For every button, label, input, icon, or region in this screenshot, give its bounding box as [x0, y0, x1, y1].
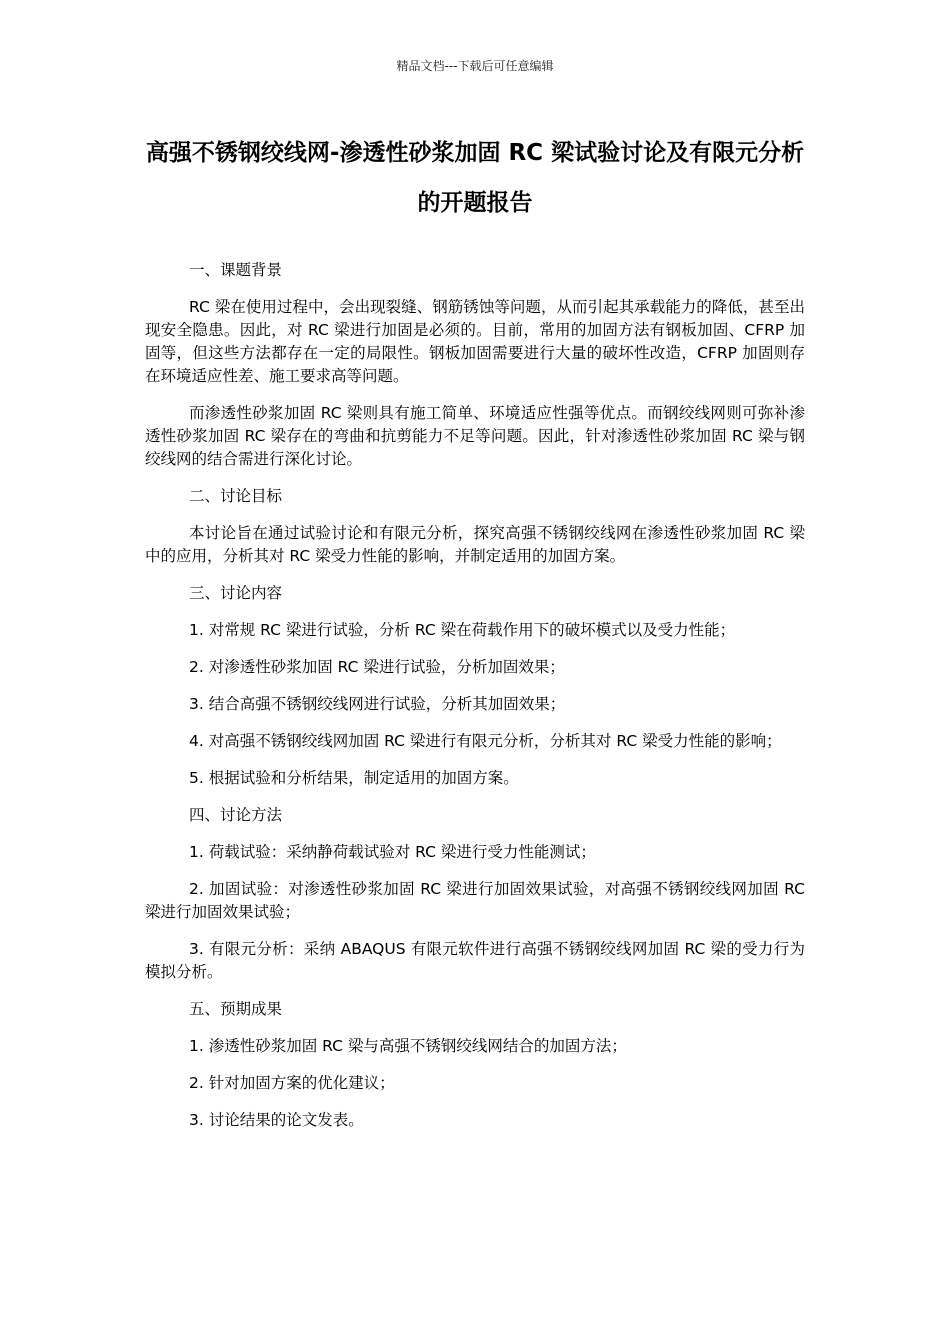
list-item: 3. 讨论结果的论文发表。	[189, 1111, 364, 1129]
list-item: 2. 对渗透性砂浆加固 RC 梁进行试验，分析加固效果；	[189, 658, 565, 676]
list-item: 3. 有限元分析：采纳 ABAQUS 有限元软件进行高强不锈钢绞线网加固 RC 梁的受力行为模拟分析。	[145, 940, 805, 981]
list-item: 3. 结合高强不锈钢绞线网进行试验，分析其加固效果；	[189, 695, 566, 713]
list-item: 2. 针对加固方案的优化建议；	[189, 1074, 395, 1092]
paragraph: 而渗透性砂浆加固 RC 梁则具有施工简单、环境适应性强等优点。而钢绞线网则可弥补渗透性砂浆加固 RC 梁存在的弯曲和抗剪能力不足等问题。因此，针对渗透性砂浆加固 RC 梁与钢绞线网的结合需进行深化讨论。	[145, 404, 805, 468]
section-heading-expected-results: 五、预期成果	[189, 1000, 283, 1018]
section-heading-objectives: 二、讨论目标	[189, 487, 283, 505]
list-item: 4. 对高强不锈钢绞线网加固 RC 梁进行有限元分析，分析其对 RC 梁受力性能的影响；	[189, 732, 782, 750]
paragraph: 本讨论旨在通过试验讨论和有限元分析，探究高强不锈钢绞线网在渗透性砂浆加固 RC 梁中的应用，分析其对 RC 梁受力性能的影响，并制定适用的加固方案。	[145, 524, 805, 565]
list-item: 1. 对常规 RC 梁进行试验，分析 RC 梁在荷载作用下的破坏模式以及受力性能；	[189, 621, 736, 639]
page-header: 精品文档---下载后可任意编辑	[396, 59, 554, 73]
section-heading-background: 一、课题背景	[189, 261, 283, 279]
paragraph: RC 梁在使用过程中，会出现裂缝、钢筋锈蚀等问题，从而引起其承载能力的降低，甚至出现安全隐患。因此，对 RC 梁进行加固是必须的。目前，常用的加固方法有钢板加固、CFRP 加固等，但这些方法都存在一定的局限性。钢板加固需要进行大量的破坏性改造，CFRP 加固则存在环境适应性差、施工要求高等问题。	[145, 298, 805, 385]
document-body	[145, 259, 805, 1146]
list-item: 2. 加固试验：对渗透性砂浆加固 RC 梁进行加固效果试验，对高强不锈钢绞线网加固 RC 梁进行加固效果试验；	[145, 880, 805, 921]
section-heading-content: 三、讨论内容	[189, 584, 283, 602]
list-item: 1. 荷载试验：采纳静荷载试验对 RC 梁进行受力性能测试；	[189, 843, 596, 861]
document-title: 高强不锈钢绞线网-渗透性砂浆加固 RC 梁试验讨论及有限元分析的开题报告	[145, 140, 805, 216]
section-heading-methods: 四、讨论方法	[189, 806, 283, 824]
list-item: 5. 根据试验和分析结果，制定适用的加固方案。	[189, 769, 519, 787]
list-item: 1. 渗透性砂浆加固 RC 梁与高强不锈钢绞线网结合的加固方法；	[189, 1037, 627, 1055]
